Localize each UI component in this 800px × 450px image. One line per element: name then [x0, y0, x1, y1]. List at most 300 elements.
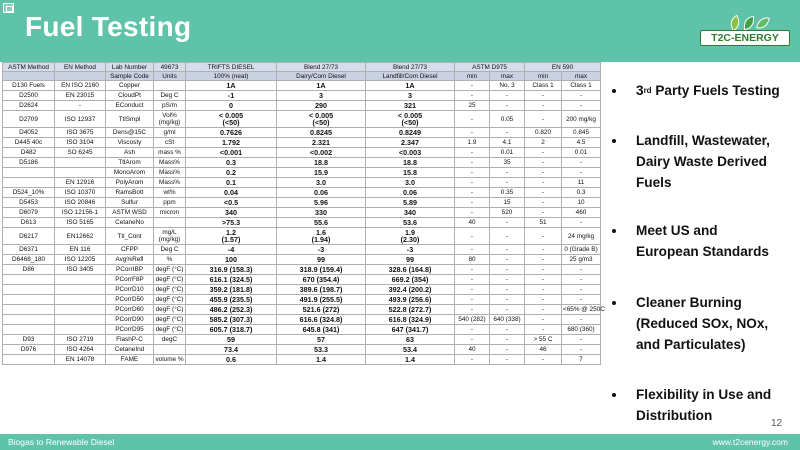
cell-d975-min: - [455, 168, 490, 178]
cell-units [154, 345, 186, 355]
cell-blend-dairy-value: 1.4 [277, 355, 366, 365]
leaf-icon [744, 16, 754, 30]
cell-units: degF (°C) [154, 305, 186, 315]
cell-blend-dairy-value: < 0.005 (<50) [277, 111, 366, 128]
table-row [3, 305, 601, 315]
table-row [3, 245, 601, 255]
table-row [3, 158, 601, 168]
cell-blend-dairy-value: 521.6 (272) [277, 305, 366, 315]
cell-en590-min: - [525, 101, 562, 111]
cell-d975-min: - [455, 188, 490, 198]
cell-blend-dairy-value: 3 [277, 91, 366, 101]
cell-astm-method: D130 Fuels [3, 81, 55, 91]
cell-sample-code: PCorrIBP [106, 265, 154, 275]
cell-en590-min: - [525, 208, 562, 218]
cell-units: degF (°C) [154, 275, 186, 285]
table-row [3, 148, 601, 158]
cell-trifts-value: -4 [186, 245, 277, 255]
cell-d975-max: - [490, 335, 525, 345]
cell-astm-method: D524_10% [3, 188, 55, 198]
page-number: 12 [771, 418, 783, 429]
cell-blend-landfill-value: 647 (341.7) [366, 325, 455, 335]
cell-blend-dairy-value: 18.8 [277, 158, 366, 168]
subheader-blend-dairy: Dairy/Com Diesel [277, 72, 366, 81]
table-body [3, 81, 605, 365]
cell-astm-method [3, 285, 55, 295]
cell-astm-method: D6468_180 [3, 255, 55, 265]
fuel-test-table-container [2, 62, 605, 432]
cell-units: cSt [154, 138, 186, 148]
cell-d975-max: - [490, 305, 525, 315]
col-header-blend-dairy: Blend 27/73 [277, 63, 366, 72]
cell-blend-landfill-value: 340 [366, 208, 455, 218]
cell-d975-min: - [455, 285, 490, 295]
cell-blend-dairy-value: 15.9 [277, 168, 366, 178]
col-header-en590: EN 590 [525, 63, 601, 72]
cell-en590-max: - [562, 168, 601, 178]
cell-units: degF (°C) [154, 285, 186, 295]
cell-units: degF (°C) [154, 295, 186, 305]
cell-en-method [55, 295, 106, 305]
subheader-d975-min: min [455, 72, 490, 81]
cell-blend-dairy-value: 491.9 (255.5) [277, 295, 366, 305]
cell-blend-landfill-value: < 0.005 (<50) [366, 111, 455, 128]
cell-d975-min: 40 [455, 218, 490, 228]
cell-en590-max: - [562, 285, 601, 295]
cell-blend-landfill-value: 63 [366, 335, 455, 345]
cell-d975-min: - [455, 128, 490, 138]
cell-en-method [55, 315, 106, 325]
cell-d975-max: - [490, 168, 525, 178]
cell-en-method: ISO 12156-1 [55, 208, 106, 218]
cell-d975-min: - [455, 228, 490, 245]
cell-units: Deg C [154, 91, 186, 101]
cell-blend-dairy-value: 55.6 [277, 218, 366, 228]
cell-trifts-value: >75.3 [186, 218, 277, 228]
bullet-dot [612, 301, 616, 305]
cell-en590-max: - [562, 295, 601, 305]
cell-en-method: ISO 3104 [55, 138, 106, 148]
cell-en590-max: - [562, 91, 601, 101]
cell-en590-min: - [525, 325, 562, 335]
fuel-test-table [2, 62, 605, 365]
cell-units: Mass% [154, 178, 186, 188]
cell-en-method: ISO 3405 [55, 265, 106, 275]
cell-en590-max: 200 mg/kg [562, 111, 601, 128]
subheader-blend-landfill: Landfill/Com Diesel [366, 72, 455, 81]
table-row [3, 178, 601, 188]
cell-trifts-value: 59 [186, 335, 277, 345]
cell-d975-min: 40 [455, 345, 490, 355]
cell-d975-min: - [455, 355, 490, 365]
leaf-icon [756, 15, 770, 32]
cell-trifts-value: 340 [186, 208, 277, 218]
cell-blend-landfill-value: 18.8 [366, 158, 455, 168]
cell-en590-max: 25 g/m3 [562, 255, 601, 265]
table-header-row [3, 63, 601, 72]
bullet-text: Landfill, Wastewater, Dairy Waste Derived Fuels [636, 133, 770, 190]
cell-d975-min: 540 (282) [455, 315, 490, 325]
cell-sample-code: PCorrD90 [106, 315, 154, 325]
cell-blend-dairy-value: 2.321 [277, 138, 366, 148]
cell-trifts-value: 1.792 [186, 138, 277, 148]
cell-trifts-value: 1A [186, 81, 277, 91]
cell-d975-max: 35 [490, 158, 525, 168]
cell-d975-min: - [455, 325, 490, 335]
cell-en590-min: > 55 C [525, 335, 562, 345]
cell-en-method: ISO 4264 [55, 345, 106, 355]
subheader-sample-code: Sample Code [106, 72, 154, 81]
cell-astm-method: D2709 [3, 111, 55, 128]
cell-trifts-value: 0.1 [186, 178, 277, 188]
cell-en-method: - [55, 101, 106, 111]
cell-units: mass % [154, 148, 186, 158]
footer-left-text: Biogas to Renewable Diesel [8, 437, 115, 447]
cell-trifts-value: 359.2 (181.8) [186, 285, 277, 295]
col-header-lab-number: Lab Number [106, 63, 154, 72]
cell-d975-max: - [490, 325, 525, 335]
cell-en590-max: - [562, 315, 601, 325]
cell-units [154, 218, 186, 228]
cell-trifts-value: 0.04 [186, 188, 277, 198]
cell-d975-min: - [455, 208, 490, 218]
bullet-text: 3rd Party Fuels Testing [636, 83, 780, 98]
leaf-icon [728, 15, 742, 32]
cell-blend-dairy-value: 0.06 [277, 188, 366, 198]
cell-sample-code: TtlSmpl [106, 111, 154, 128]
window-icon[interactable] [3, 3, 14, 13]
cell-trifts-value: 1.2 (1.57) [186, 228, 277, 245]
cell-d975-max: 0.35 [490, 188, 525, 198]
bullet-dot [612, 89, 616, 93]
subheader-d975-max: max [490, 72, 525, 81]
bullet-text: Flexibility in Use and Distribution [636, 387, 772, 423]
slide-header [0, 0, 800, 62]
table-row [3, 315, 601, 325]
cell-d975-max: - [490, 178, 525, 188]
cell-en-method [55, 285, 106, 295]
cell-units: degC [154, 335, 186, 345]
cell-sample-code: Avg%Refl [106, 255, 154, 265]
table-row [3, 345, 601, 355]
cell-sample-code: CetaneNo [106, 218, 154, 228]
cell-astm-method [3, 275, 55, 285]
cell-astm-method [3, 315, 55, 325]
cell-units: g/ml [154, 128, 186, 138]
subheader-units: Units [154, 72, 186, 81]
cell-sample-code: FlashP-C [106, 335, 154, 345]
cell-blend-dairy-value: 330 [277, 208, 366, 218]
cell-trifts-value: 0.6 [186, 355, 277, 365]
cell-en590-min: Class 1 [525, 81, 562, 91]
cell-blend-landfill-value: 522.8 (272.7) [366, 305, 455, 315]
cell-blend-dairy-value: 99 [277, 255, 366, 265]
cell-en590-min: 2 [525, 138, 562, 148]
cell-astm-method: D6079 [3, 208, 55, 218]
cell-d975-min: 25 [455, 101, 490, 111]
cell-astm-method [3, 295, 55, 305]
cell-d975-min: - [455, 275, 490, 285]
cell-en590-min: - [525, 158, 562, 168]
cell-trifts-value: 585.2 (307.3) [186, 315, 277, 325]
cell-blend-dairy-value: 1.6 (1.94) [277, 228, 366, 245]
cell-units: Mass% [154, 158, 186, 168]
cell-blend-landfill-value: 99 [366, 255, 455, 265]
company-logo [700, 14, 790, 52]
cell-units: Vol% (mg/kg) [154, 111, 186, 128]
cell-blend-landfill-value: 15.8 [366, 168, 455, 178]
cell-sample-code: PCorrD50 [106, 295, 154, 305]
cell-en590-max: - [562, 218, 601, 228]
cell-d975-min: - [455, 295, 490, 305]
cell-en590-min: - [525, 91, 562, 101]
table-row [3, 91, 601, 101]
cell-en590-min: 0.820 [525, 128, 562, 138]
cell-sample-code: TtlArom [106, 158, 154, 168]
cell-units: micron [154, 208, 186, 218]
cell-astm-method [3, 168, 55, 178]
col-header-lab-value: 49673 [154, 63, 186, 72]
cell-d975-max: 520 [490, 208, 525, 218]
cell-en590-min: - [525, 178, 562, 188]
cell-en-method [55, 325, 106, 335]
cell-en-method: ISO 2719 [55, 335, 106, 345]
cell-d975-min: - [455, 148, 490, 158]
cell-en590-min: - [525, 285, 562, 295]
cell-d975-max: No. 3 [490, 81, 525, 91]
cell-sample-code: RamsBott [106, 188, 154, 198]
cell-sample-code: PCorrD60 [106, 305, 154, 315]
cell-astm-method [3, 178, 55, 188]
cell-d975-max: - [490, 218, 525, 228]
cell-d975-max: - [490, 255, 525, 265]
cell-en590-max: 4.5 [562, 138, 601, 148]
cell-d975-max: - [490, 285, 525, 295]
cell-astm-method: D2500 [3, 91, 55, 101]
cell-d975-min: - [455, 335, 490, 345]
cell-sample-code: PCorrF8P [106, 275, 154, 285]
table-row [3, 285, 601, 295]
subheader-empty [55, 72, 106, 81]
cell-en-method [55, 305, 106, 315]
cell-trifts-value: 605.7 (318.7) [186, 325, 277, 335]
cell-blend-landfill-value: 328.6 (164.8) [366, 265, 455, 275]
cell-en590-max: - [562, 275, 601, 285]
table-row [3, 218, 601, 228]
cell-sample-code: Viscosty [106, 138, 154, 148]
cell-units: Mass% [154, 168, 186, 178]
cell-blend-dairy-value: 53.3 [277, 345, 366, 355]
slide-footer [0, 434, 800, 450]
cell-blend-dairy-value: 290 [277, 101, 366, 111]
table-row [3, 295, 601, 305]
cell-blend-landfill-value: 493.9 (256.6) [366, 295, 455, 305]
cell-trifts-value: 0.3 [186, 158, 277, 168]
cell-en590-min: - [525, 188, 562, 198]
footer-website[interactable]: www.t2cenergy.com [712, 437, 788, 447]
table-row [3, 208, 601, 218]
cell-d975-max: - [490, 275, 525, 285]
cell-en-method [55, 158, 106, 168]
cell-en590-min: 51 [525, 218, 562, 228]
cell-units: mg/L (mg/kg) [154, 228, 186, 245]
cell-blend-landfill-value: 3 [366, 91, 455, 101]
cell-blend-dairy-value: 616.6 (324.8) [277, 315, 366, 325]
subheader-trifts: 100% (neat) [186, 72, 277, 81]
cell-astm-method: D6217 [3, 228, 55, 245]
cell-trifts-value: <0.5 [186, 198, 277, 208]
cell-blend-landfill-value: <0.003 [366, 148, 455, 158]
col-header-blend-landfill: Blend 27/73 [366, 63, 455, 72]
cell-trifts-value: 0 [186, 101, 277, 111]
cell-en590-min: - [525, 355, 562, 365]
cell-sample-code: Copper [106, 81, 154, 91]
cell-sample-code: CloudPt [106, 91, 154, 101]
table-row [3, 81, 601, 91]
table-row [3, 111, 601, 128]
bullet-dot [612, 393, 616, 397]
cell-en-method [55, 275, 106, 285]
cell-blend-landfill-value: 2.347 [366, 138, 455, 148]
cell-d975-max: - [490, 101, 525, 111]
subheader-en-min: min [525, 72, 562, 81]
cell-units: wt% [154, 188, 186, 198]
cell-d975-max: - [490, 295, 525, 305]
cell-en-method: EN12662 [55, 228, 106, 245]
cell-astm-method [3, 305, 55, 315]
cell-en590-max: 0.3 [562, 188, 601, 198]
cell-d975-min: - [455, 265, 490, 275]
cell-en590-min: 46 [525, 345, 562, 355]
cell-en-method: SO 6245 [55, 148, 106, 158]
cell-astm-method [3, 325, 55, 335]
table-row [3, 198, 601, 208]
cell-blend-landfill-value: 3.0 [366, 178, 455, 188]
cell-d975-min: - [455, 178, 490, 188]
cell-en-method: ISO 12937 [55, 111, 106, 128]
cell-sample-code: Sulfur [106, 198, 154, 208]
table-row [3, 265, 601, 275]
cell-en590-max: 460 [562, 208, 601, 218]
cell-blend-dairy-value: 318.9 (159.4) [277, 265, 366, 275]
cell-sample-code: PCorrD10 [106, 285, 154, 295]
cell-astm-method: D93 [3, 335, 55, 345]
subheader-en-max: max [562, 72, 601, 81]
cell-d975-min: 1.9 [455, 138, 490, 148]
cell-en590-max: - [562, 101, 601, 111]
cell-d975-max: - [490, 228, 525, 245]
cell-en590-max: 0.01 [562, 148, 601, 158]
cell-en590-max: <65% @ 250C [563, 306, 605, 313]
cell-trifts-value: 455.9 (235.5) [186, 295, 277, 305]
cell-blend-landfill-value: 1A [366, 81, 455, 91]
cell-sample-code: FAME [106, 355, 154, 365]
cell-units: volume % [155, 356, 184, 363]
table-row [3, 325, 601, 335]
table-row [3, 138, 601, 148]
cell-d975-min: 80 [455, 255, 490, 265]
cell-blend-landfill-value: 53.6 [366, 218, 455, 228]
cell-d975-max: - [490, 345, 525, 355]
cell-blend-landfill-value: 1.9 (2.30) [366, 228, 455, 245]
cell-units: ppm [154, 198, 186, 208]
bullet-dot [612, 139, 616, 143]
cell-en590-max: - [562, 158, 601, 168]
cell-astm-method: D5453 [3, 198, 55, 208]
cell-en590-min: - [525, 245, 562, 255]
cell-en590-min: - [525, 148, 562, 158]
cell-blend-landfill-value: 616.8 (324.9) [366, 315, 455, 325]
cell-blend-landfill-value: 669.2 (354) [366, 275, 455, 285]
cell-d975-min: - [455, 111, 490, 128]
cell-trifts-value: 0.7626 [186, 128, 277, 138]
cell-en-method: ISO 20846 [55, 198, 106, 208]
table-row [3, 355, 601, 365]
bullet-dot [612, 229, 616, 233]
cell-sample-code: MonoArom [106, 168, 154, 178]
cell-d975-max: - [490, 128, 525, 138]
cell-d975-min: - [455, 305, 490, 315]
cell-en-method: ISO 12205 [55, 255, 106, 265]
col-header-trifts: TRIFTS DIESEL [186, 63, 277, 72]
cell-units: pS/m [154, 101, 186, 111]
cell-astm-method: D2624 [3, 101, 55, 111]
cell-blend-dairy-value: 645.8 (341) [277, 325, 366, 335]
cell-d975-max: - [490, 355, 525, 365]
table-row [3, 128, 601, 138]
logo-text: T2C-ENERGY [700, 30, 790, 46]
cell-en590-min: - [525, 168, 562, 178]
table-row [3, 188, 601, 198]
table-subheader-row [3, 72, 601, 81]
cell-blend-landfill-value: 1.4 [366, 355, 455, 365]
cell-en590-min: - [525, 198, 562, 208]
cell-d975-min: - [455, 198, 490, 208]
cell-d975-max: - [490, 245, 525, 255]
cell-trifts-value: 316.9 (158.3) [186, 265, 277, 275]
cell-blend-landfill-value: 321 [366, 101, 455, 111]
table-row [3, 168, 601, 178]
cell-blend-landfill-value: 53.4 [366, 345, 455, 355]
cell-en-method: ISO 5165 [55, 218, 106, 228]
cell-en590-max: 11 [562, 178, 601, 188]
cell-units: degF (°C) [154, 325, 186, 335]
col-header-astm-d975: ASTM D975 [455, 63, 525, 72]
cell-d975-max: 15 [490, 198, 525, 208]
cell-astm-method: D4052 [3, 128, 55, 138]
cell-units: % [154, 255, 186, 265]
cell-units: Deg C [154, 245, 186, 255]
cell-en-method: ISO 10370 [55, 188, 106, 198]
cell-trifts-value: -1 [186, 91, 277, 101]
cell-trifts-value: <0.001 [186, 148, 277, 158]
cell-d975-max: 0.01 [490, 148, 525, 158]
cell-units [154, 81, 186, 91]
cell-sample-code: PolyArom [106, 178, 154, 188]
cell-astm-method: D5186 [3, 158, 55, 168]
cell-blend-landfill-value: 0.8249 [366, 128, 455, 138]
cell-en590-min: - [525, 315, 562, 325]
cell-sample-code: CetaneInd [106, 345, 154, 355]
cell-blend-landfill-value: 392.4 (200.2) [366, 285, 455, 295]
cell-en-method: EN 14078 [55, 355, 106, 365]
cell-blend-dairy-value: -3 [277, 245, 366, 255]
table-row [3, 275, 601, 285]
cell-trifts-value: 0.2 [186, 168, 277, 178]
subheader-empty [3, 72, 55, 81]
cell-units: degF (°C) [154, 265, 186, 275]
cell-en-method [55, 168, 106, 178]
